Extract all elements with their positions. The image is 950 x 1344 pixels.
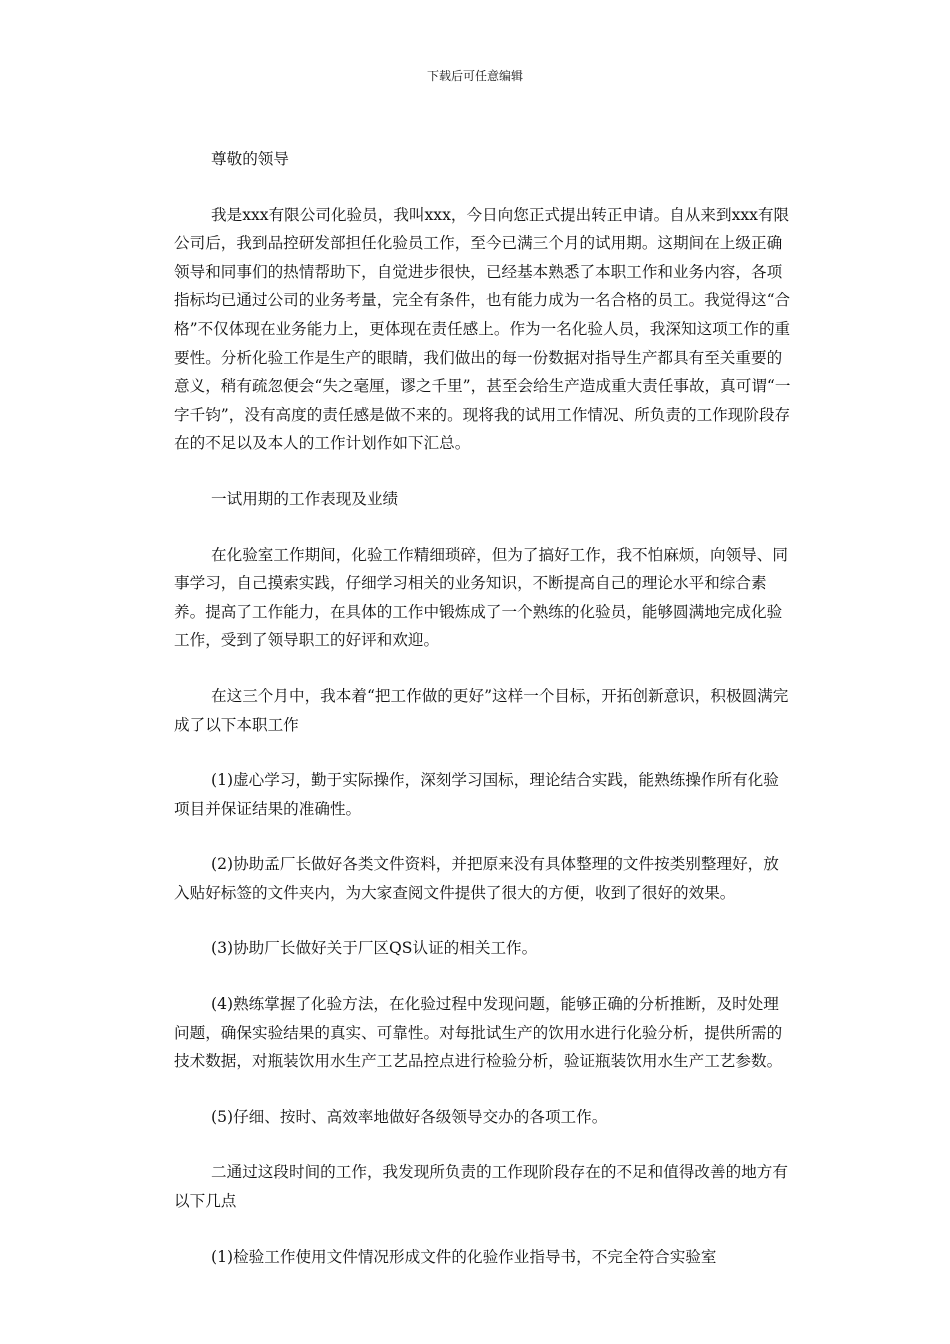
section-heading-1: 一试用期的工作表现及业绩: [211, 489, 399, 508]
list-item-improvement-1: (1)检验工作使用文件情况形成文件的化验作业指导书，不完全符合实验室: [211, 1247, 717, 1266]
section-heading-2: 二通过这段时间的工作，我发现所负责的工作现阶段存在的不足和值得改善的地方有以下几点: [174, 1163, 788, 1211]
list-item-3: (3)协助厂长做好关于厂区QS认证的相关工作。: [211, 939, 538, 958]
list-item-2: (2)协助孟厂长做好各类文件资料，并把原来没有具体整理的文件按类别整理好，放入贴好标签的文件夹内，为大家查阅文件提供了很大的方便，收到了很好的效果。: [174, 855, 779, 902]
paragraph-work: 在化验室工作期间，化验工作精细琐碎，但为了搞好工作，我不怕麻烦，向领导、同事学习，自己摸索实践，仔细学习相关的业务知识，不断提高自己的理论水平和综合素养。提高了工作能力，在具体的工作中锻炼成了一个熟练的化验员，能够圆满地完成化验工作，受到了领导职工的好评和欢迎。: [174, 545, 788, 650]
salutation: 尊敬的领导: [211, 150, 289, 168]
document-body: [174, 145, 794, 1271]
paragraph-goals: 在这三个月中，我本着“把工作做的更好”这样一个目标，开拓创新意识，积极圆满完成了以下本职工作: [174, 686, 789, 734]
list-item-1: (1)虚心学习，勤于实际操作，深刻学习国标，理论结合实践，能熟练操作所有化验项目并保证结果的准确性。: [174, 771, 779, 818]
list-item-4: (4)熟练掌握了化验方法，在化验过程中发现问题，能够正确的分析推断，及时处理问题，确保实验结果的真实、可靠性。对每批试生产的饮用水进行化验分析，提供所需的技术数据，对瓶装饮用水生产工艺品控点进行检验分析，验证瓶装饮用水生产工艺参数。: [174, 995, 783, 1071]
paragraph-intro: 我是xxx有限公司化验员，我叫xxx，今日向您正式提出转正申请。自从来到xxx有限公司后，我到品控研发部担任化验员工作，至今已满三个月的试用期。这期间在上级正确领导和同事们的热情帮助下，自觉进步很快，已经基本熟悉了本职工作和业务内容，各项指标均已通过公司的业务考量，完全有条件，也有能力成为一名合格的员工。我觉得这“合格”不仅体现在业务能力上，更体现在责任感上。作为一名化验人员，我深知这项工作的重要性。分析化验工作是生产的眼睛，我们做出的每一份数据对指导生产都具有至关重要的意义，稍有疏忽便会“失之毫厘，谬之千里”，甚至会给生产造成重大责任事故，真可谓“一字千钧”，没有高度的责任感是做不来的。现将我的试用工作情况、所负责的工作现阶段存在的不足以及本人的工作计划作如下汇总。: [174, 205, 791, 453]
list-item-5: (5)仔细、按时、高效率地做好各级领导交办的各项工作。: [211, 1107, 608, 1126]
page-header-note: 下载后可任意编辑: [426, 69, 523, 83]
